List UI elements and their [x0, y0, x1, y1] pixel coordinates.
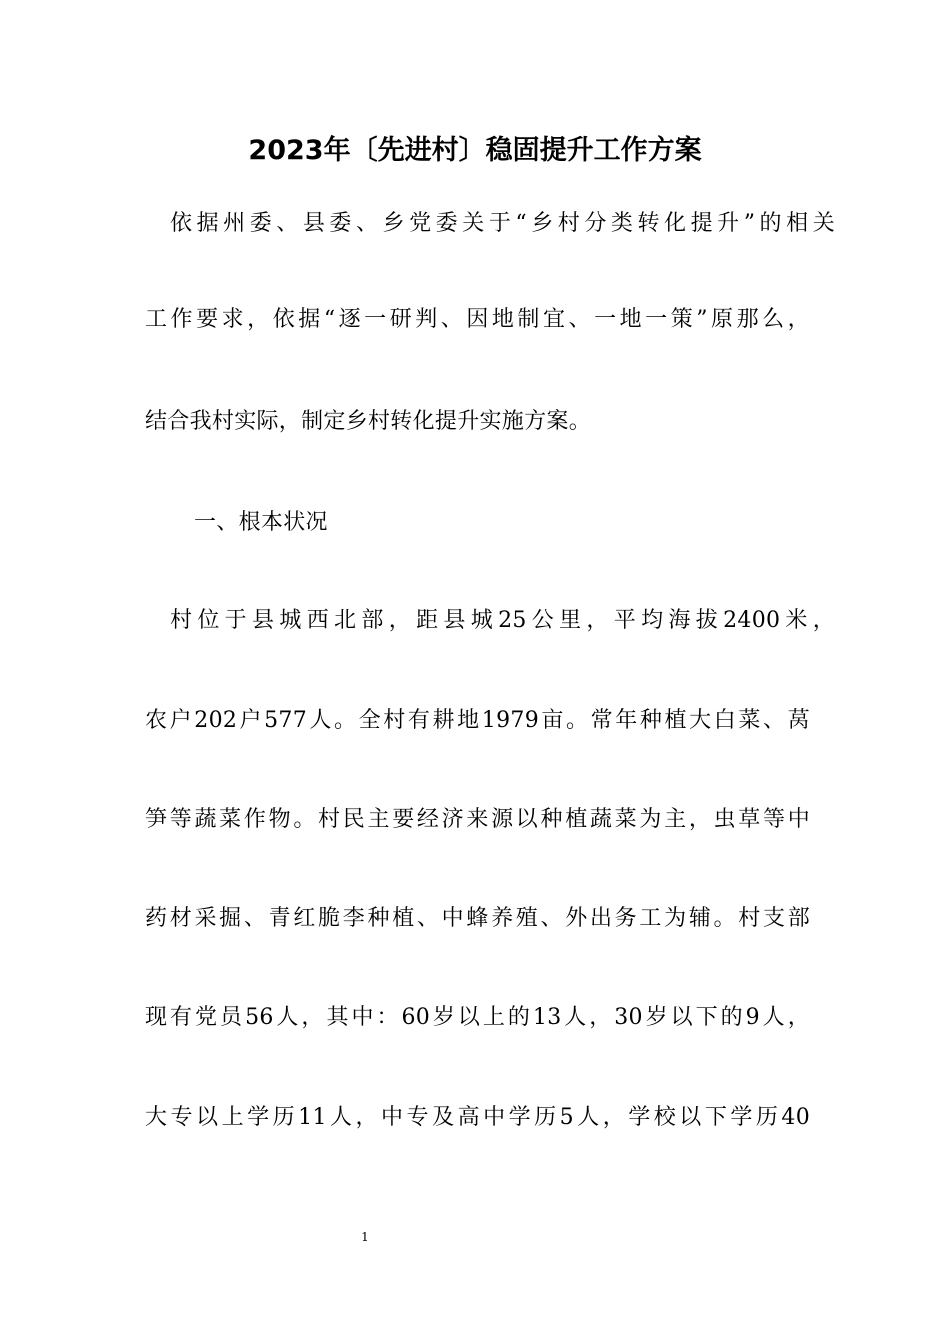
paragraph-line: 大专以上学历11人，中专及高中学历5人，学校以下学历40	[145, 1105, 810, 1130]
paragraph-line: 农户202户577人。全村有耕地1979亩。常年种植大白菜、莴	[145, 708, 810, 733]
paragraph-line: 药材采掘、青红脆李种植、中蜂养殖、外出务工为辅。村支部	[145, 906, 810, 931]
paragraph-line: 村位于县城西北部，距县城25公里，平均海拔2400米，	[170, 608, 835, 633]
document-title: 2023年〔先进村〕稳固提升工作方案	[248, 135, 702, 166]
page-number: 1	[361, 1230, 369, 1244]
paragraph-line: 工作要求，依据“逐一研判、因地制宜、一地一策”原那么，	[145, 307, 810, 332]
paragraph-line: 依据州委、县委、乡党委关于“乡村分类转化提升”的相关	[170, 211, 835, 236]
paragraph-line: 结合我村实际，制定乡村转化提升实施方案。	[145, 409, 592, 434]
section-heading: 一、根本状况	[194, 510, 328, 535]
paragraph-line: 现有党员56人，其中：60岁以上的13人，30岁以下的9人，	[145, 1005, 810, 1030]
paragraph-line: 笋等蔬菜作物。村民主要经济来源以种植蔬菜为主，虫草等中	[145, 807, 810, 832]
